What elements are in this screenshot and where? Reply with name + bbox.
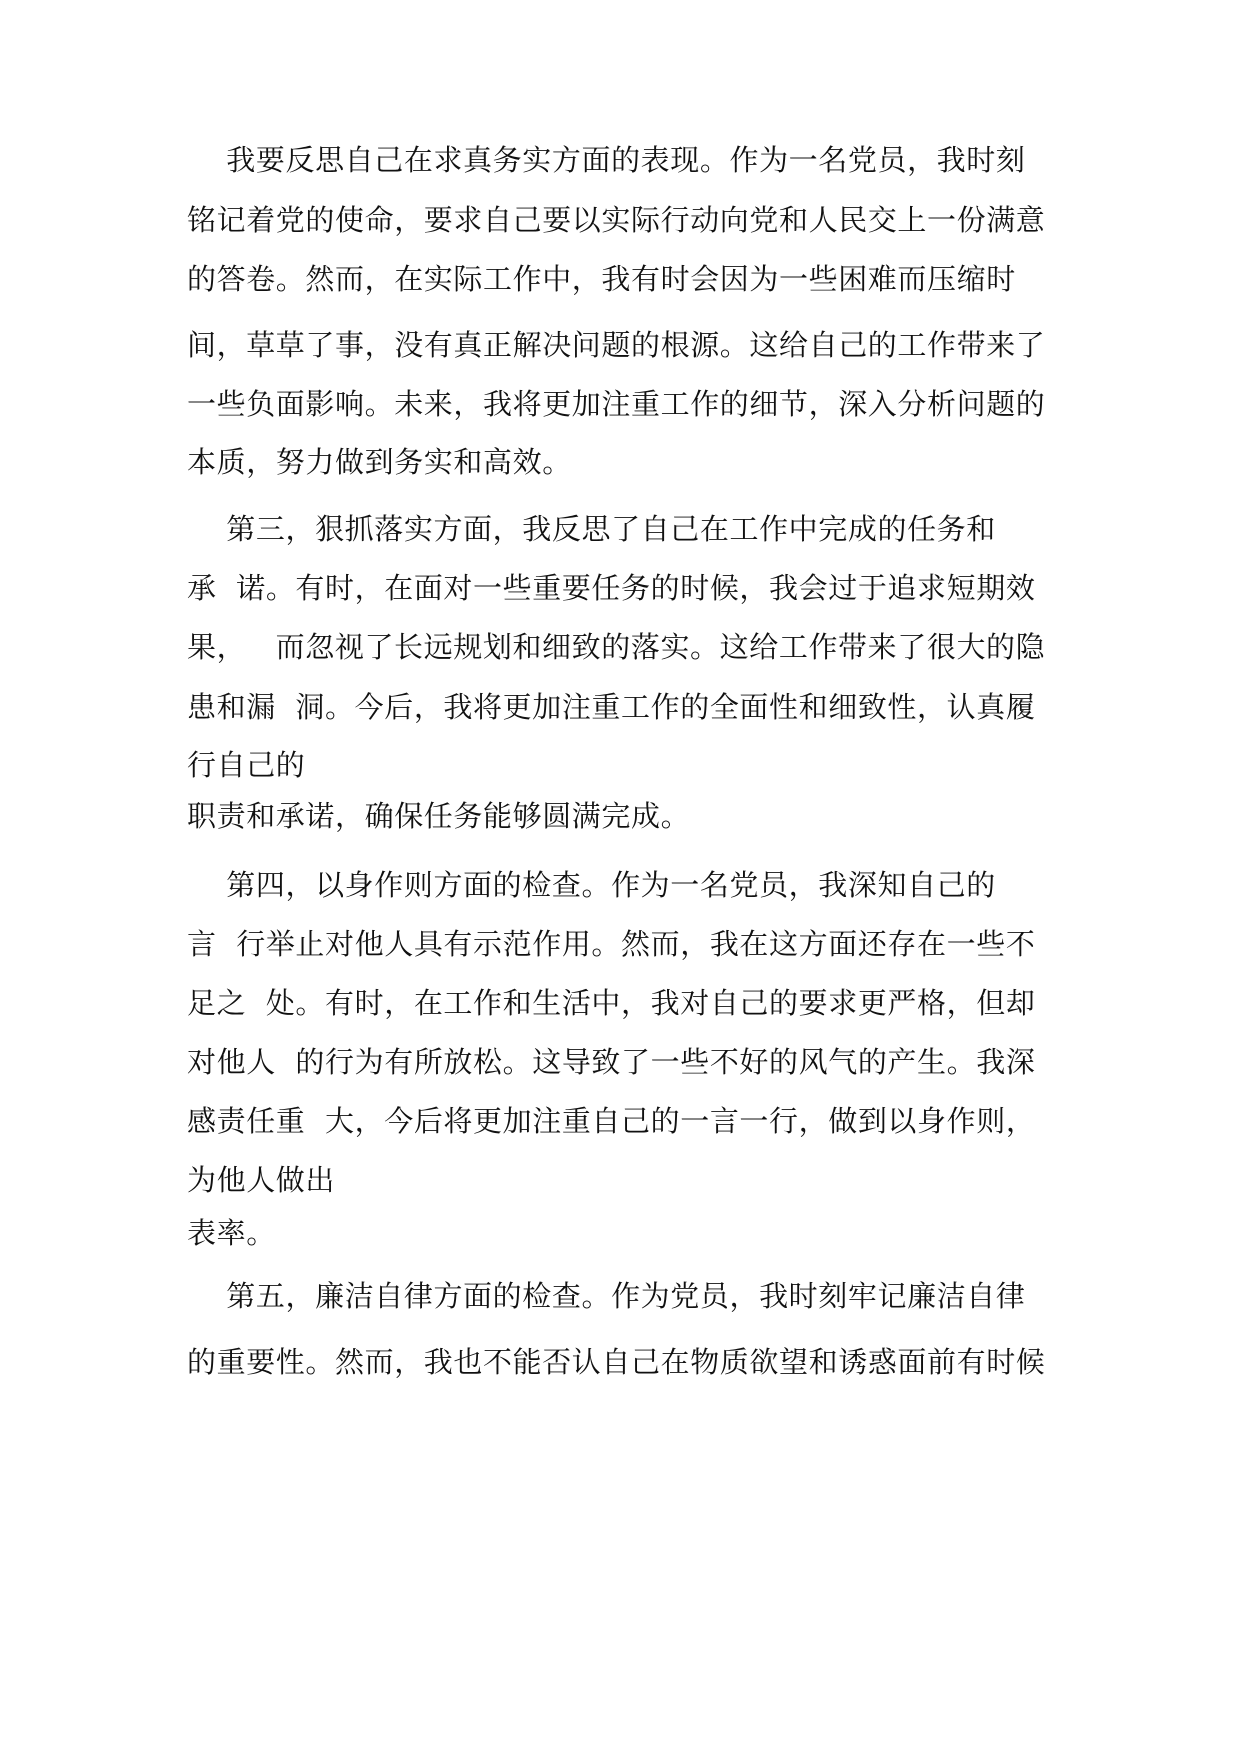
text-line: 的重要性。然而，我也不能否认自己在物质欲望和诱惑面前有时候: [187, 1345, 1046, 1379]
text-line: 的答卷。然而，在实际工作中，我有时会因为一些困难而压缩时: [187, 262, 1016, 296]
text-line: 果， 而忽视了长远规划和细致的落实。这给工作带来了很大的隐: [187, 630, 1046, 664]
text-line: 铭记着党的使命，要求自己要以实际行动向党和人民交上一份满意: [187, 203, 1046, 237]
text-line: 第三，狠抓落实方面，我反思了自己在工作中完成的任务和: [187, 512, 996, 546]
text-line: 本质，努力做到务实和高效。: [187, 445, 572, 479]
text-line: 第四，以身作则方面的检查。作为一名党员，我深知自己的: [187, 868, 996, 902]
text-line: 足之 处。有时，在工作和生活中，我对自己的要求更严格，但却: [187, 986, 1036, 1020]
text-line: 承 诺。有时，在面对一些重要任务的时候，我会过于追求短期效: [187, 571, 1036, 605]
text-line: 对他人 的行为有所放松。这导致了一些不好的风气的产生。我深: [187, 1045, 1036, 1079]
text-line: 言 行举止对他人具有示范作用。然而，我在这方面还存在一些不: [187, 927, 1036, 961]
text-line: 感责任重 大，今后将更加注重自己的一言一行，做到以身作则，: [187, 1104, 1036, 1138]
text-line: 患和漏 洞。今后，我将更加注重工作的全面性和细致性，认真履: [187, 690, 1036, 724]
text-line: 第五，廉洁自律方面的检查。作为党员，我时刻牢记廉洁自律: [187, 1279, 1026, 1313]
text-line: 我要反思自己在求真务实方面的表现。作为一名党员，我时刻: [187, 143, 1026, 177]
text-line: 行自己的: [187, 748, 306, 782]
text-line: 为他人做出: [187, 1163, 336, 1197]
text-line: 表率。: [187, 1216, 276, 1250]
text-line: 间，草草了事，没有真正解决问题的根源。这给自己的工作带来了: [187, 328, 1046, 362]
text-line: 一些负面影响。未来，我将更加注重工作的细节，深入分析问题的: [187, 387, 1046, 421]
text-line: 职责和承诺，确保任务能够圆满完成。: [187, 799, 691, 833]
